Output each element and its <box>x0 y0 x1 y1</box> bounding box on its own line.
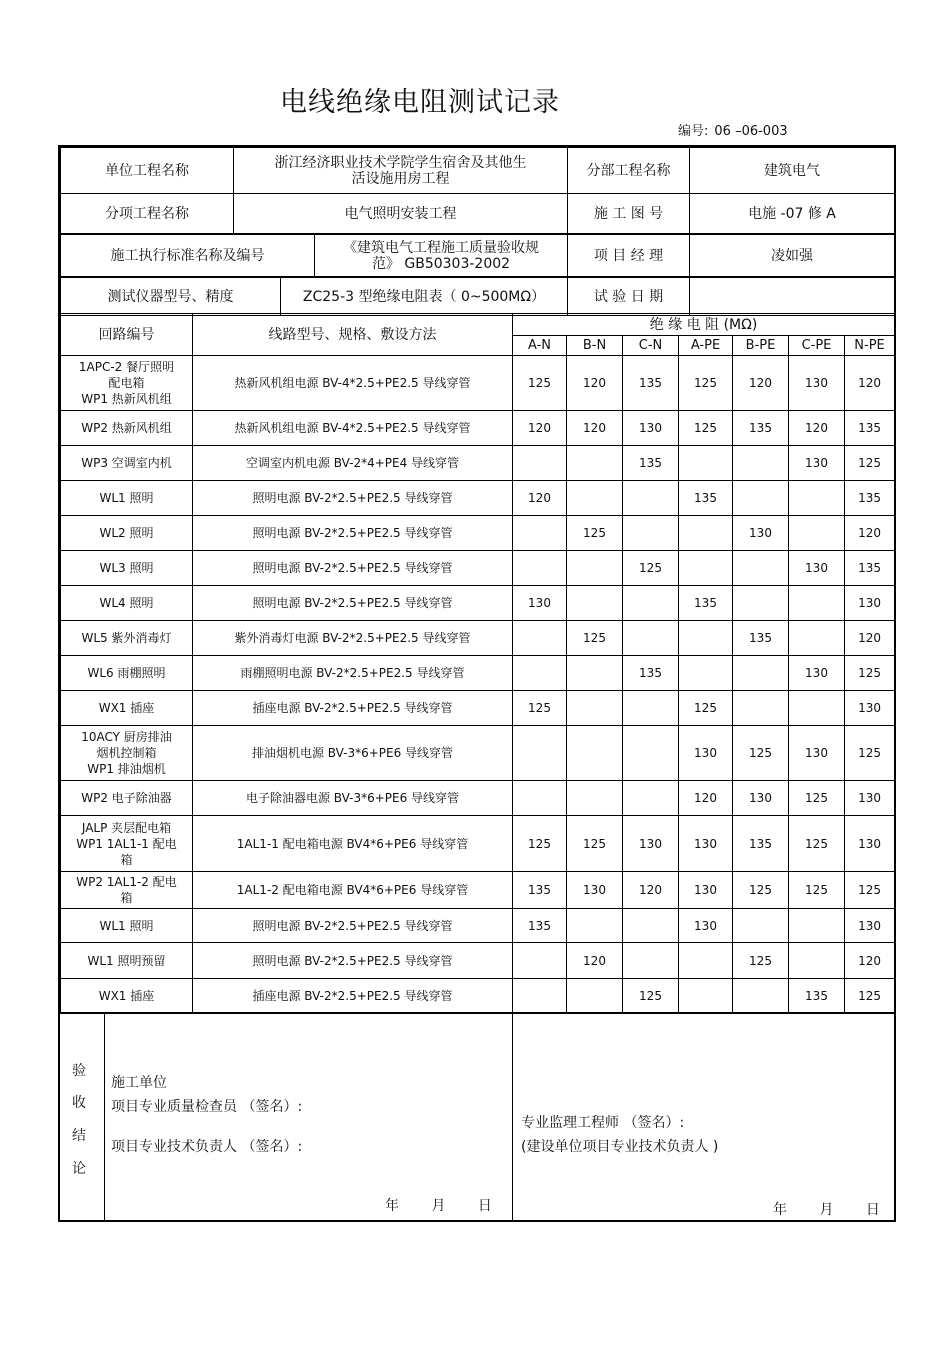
resistance-value-c-pe <box>789 586 845 621</box>
wire-spec-cell: 1AL1-2 配电箱电源 BV4*6+PE6 导线穿管 <box>193 872 513 909</box>
table-row <box>61 872 895 909</box>
circuit-number-line: WL1 照明 <box>99 491 154 505</box>
circuit-number-line: 箱 <box>120 891 133 905</box>
resistance-value-a-n: 135 <box>513 872 567 909</box>
resistance-value-a-n <box>513 781 567 816</box>
resistance-value-b-n: 120 <box>567 356 623 411</box>
resistance-value-c-n <box>623 691 679 726</box>
circuit-number-cell <box>61 356 193 411</box>
circuit-number-cell <box>61 781 193 816</box>
date-right: 年 月 日 <box>773 1202 880 1218</box>
resistance-value-a-pe: 120 <box>679 781 733 816</box>
document-number-label: 编号: <box>678 124 709 139</box>
circuit-number-cell <box>61 481 193 516</box>
resistance-value-a-pe <box>679 656 733 691</box>
acceptance-conclusion <box>60 1013 894 1221</box>
resistance-value-c-n <box>623 621 679 656</box>
resistance-value-c-n: 135 <box>623 656 679 691</box>
table-row <box>61 909 895 943</box>
standard-label: 施工执行标准名称及编号 <box>61 235 315 277</box>
resistance-value-b-n <box>567 551 623 586</box>
col-header-c-pe: C-PE <box>789 336 845 356</box>
resistance-value-c-n <box>623 726 679 781</box>
resistance-value-c-n: 135 <box>623 356 679 411</box>
resistance-value-c-n <box>623 781 679 816</box>
resistance-value-c-n: 135 <box>623 446 679 481</box>
wire-spec-cell: 热新风机组电源 BV-4*2.5+PE2.5 导线穿管 <box>193 411 513 446</box>
table-row <box>61 586 895 621</box>
table-row <box>61 726 895 781</box>
resistance-value-n-pe: 120 <box>845 621 895 656</box>
circuit-number-line: WL6 雨棚照明 <box>87 666 166 680</box>
circuit-number-header: 回路编号 <box>61 314 193 356</box>
resistance-value-a-pe <box>679 979 733 1013</box>
circuit-number-cell <box>61 691 193 726</box>
resistance-value-c-pe: 125 <box>789 872 845 909</box>
resistance-value-n-pe: 130 <box>845 781 895 816</box>
resistance-value-c-pe <box>789 943 845 979</box>
standard-value-line1: 《建筑电气工程施工质量验收规 <box>343 239 539 256</box>
circuit-number-cell <box>61 656 193 691</box>
resistance-value-a-n: 125 <box>513 356 567 411</box>
resistance-value-a-n <box>513 726 567 781</box>
table-row <box>61 943 895 979</box>
resistance-value-a-n <box>513 621 567 656</box>
table-row <box>61 621 895 656</box>
resistance-value-b-pe: 120 <box>733 356 789 411</box>
owner-rep-signature: (建设单位项目专业技术负责人 ) <box>521 1139 719 1155</box>
table-row <box>61 816 895 872</box>
resistance-value-c-pe: 130 <box>789 446 845 481</box>
circuit-number-line: WL3 照明 <box>99 561 154 575</box>
resistance-value-b-pe: 125 <box>733 872 789 909</box>
circuit-number-line: 10ACY 厨房排油 <box>81 730 172 744</box>
sub-project-value: 建筑电气 <box>690 148 895 194</box>
table-row <box>61 516 895 551</box>
resistance-value-a-pe <box>679 551 733 586</box>
wire-spec-cell: 电子除油器电源 BV-3*6+PE6 导线穿管 <box>193 781 513 816</box>
circuit-number-line: WP1 1AL1-1 配电 <box>76 836 177 851</box>
resistance-value-b-pe: 135 <box>733 621 789 656</box>
project-manager-label: 项 目 经 理 <box>568 235 690 277</box>
sub-project-label: 分部工程名称 <box>568 148 690 194</box>
insulation-resistance-header: 绝 缘 电 阻 (MΩ) <box>513 314 895 336</box>
circuit-number-line: WL1 照明预留 <box>87 953 166 968</box>
resistance-value-n-pe: 130 <box>845 909 895 943</box>
resistance-value-c-pe: 135 <box>789 979 845 1013</box>
resistance-value-n-pe: 130 <box>845 691 895 726</box>
resistance-value-b-n <box>567 446 623 481</box>
circuit-number-line: WP1 热新风机组 <box>81 392 172 406</box>
unit-project-value-line2: 活设施用房工程 <box>351 170 450 187</box>
circuit-number-cell <box>61 446 193 481</box>
resistance-value-a-n: 125 <box>513 691 567 726</box>
test-date-value <box>690 278 895 316</box>
resistance-value-b-n <box>567 979 623 1013</box>
circuit-number-line: WL5 紫外消毒灯 <box>81 631 172 645</box>
resistance-value-c-pe: 120 <box>789 411 845 446</box>
resistance-value-b-pe <box>733 481 789 516</box>
date-left: 年 月 日 <box>385 1198 492 1214</box>
resistance-value-n-pe: 120 <box>845 356 895 411</box>
resistance-value-b-n: 120 <box>567 411 623 446</box>
wire-spec-cell: 空调室内机电源 BV-2*4+PE4 导线穿管 <box>193 446 513 481</box>
standard-value <box>315 235 568 277</box>
quality-inspector-signature: 项目专业质量检查员 （签名）: <box>111 1099 303 1115</box>
wire-spec-cell: 热新风机组电源 BV-4*2.5+PE2.5 导线穿管 <box>193 356 513 411</box>
col-header-c-n: C-N <box>623 336 679 356</box>
resistance-value-a-n: 120 <box>513 411 567 446</box>
resistance-value-a-n: 130 <box>513 586 567 621</box>
circuit-number-line: WL1 照明 <box>99 918 154 933</box>
resistance-value-n-pe: 125 <box>845 656 895 691</box>
resistance-value-a-n <box>513 516 567 551</box>
wire-spec-cell: 雨棚照明电源 BV-2*2.5+PE2.5 导线穿管 <box>193 656 513 691</box>
circuit-number-line: WP3 空调室内机 <box>81 456 172 470</box>
resistance-value-a-pe: 130 <box>679 872 733 909</box>
col-header-a-n: A-N <box>513 336 567 356</box>
table-row <box>61 691 895 726</box>
resistance-value-c-n: 125 <box>623 551 679 586</box>
resistance-value-b-pe <box>733 586 789 621</box>
resistance-value-c-pe: 130 <box>789 726 845 781</box>
test-date-label: 试 验 日 期 <box>568 278 690 316</box>
resistance-value-a-n <box>513 656 567 691</box>
resistance-value-n-pe: 135 <box>845 411 895 446</box>
resistance-value-b-n <box>567 909 623 943</box>
circuit-number-line: WP2 电子除油器 <box>81 791 172 805</box>
col-header-b-n: B-N <box>567 336 623 356</box>
resistance-value-a-pe: 125 <box>679 356 733 411</box>
resistance-value-b-n: 120 <box>567 943 623 979</box>
resistance-value-c-n <box>623 516 679 551</box>
conclusion-char-2: 收 <box>72 1095 86 1111</box>
resistance-value-b-pe <box>733 909 789 943</box>
circuit-number-line: WX1 插座 <box>98 988 155 1003</box>
col-header-b-pe: B-PE <box>733 336 789 356</box>
resistance-table <box>60 313 895 1013</box>
drawing-number-value: 电施 -07 修 A <box>690 194 895 234</box>
resistance-value-a-n: 125 <box>513 816 567 872</box>
resistance-value-a-n <box>513 551 567 586</box>
circuit-number-line: WP1 排油烟机 <box>87 762 166 776</box>
resistance-value-a-pe: 130 <box>679 909 733 943</box>
wire-spec-header: 线路型号、规格、敷设方法 <box>193 314 513 356</box>
resistance-value-c-pe <box>789 516 845 551</box>
resistance-value-c-pe <box>789 621 845 656</box>
resistance-value-b-pe: 125 <box>733 943 789 979</box>
wire-spec-cell: 排油烟机电源 BV-3*6+PE6 导线穿管 <box>193 726 513 781</box>
resistance-value-a-n: 135 <box>513 909 567 943</box>
resistance-value-b-pe: 135 <box>733 411 789 446</box>
resistance-value-c-pe: 125 <box>789 781 845 816</box>
resistance-value-b-n: 125 <box>567 816 623 872</box>
wire-spec-cell: 插座电源 BV-2*2.5+PE2.5 导线穿管 <box>193 691 513 726</box>
table-row <box>61 446 895 481</box>
resistance-value-b-n: 125 <box>567 516 623 551</box>
wire-spec-cell: 插座电源 BV-2*2.5+PE2.5 导线穿管 <box>193 979 513 1013</box>
circuit-number-cell <box>61 816 193 872</box>
table-row <box>61 781 895 816</box>
resistance-value-n-pe: 125 <box>845 446 895 481</box>
contractor-signoff <box>105 1014 513 1221</box>
document-number-value: 06 –06-003 <box>714 124 788 139</box>
circuit-number-line: 1APC-2 餐厅照明 <box>78 360 175 374</box>
table-row <box>61 356 895 411</box>
resistance-value-n-pe: 130 <box>845 586 895 621</box>
resistance-value-c-n <box>623 586 679 621</box>
circuit-number-line: WP2 1AL1-2 配电 <box>76 875 177 889</box>
resistance-value-n-pe: 125 <box>845 872 895 909</box>
resistance-value-b-n <box>567 726 623 781</box>
wire-spec-cell: 照明电源 BV-2*2.5+PE2.5 导线穿管 <box>193 551 513 586</box>
resistance-value-b-n <box>567 481 623 516</box>
circuit-number-cell <box>61 516 193 551</box>
wire-spec-cell: 照明电源 BV-2*2.5+PE2.5 导线穿管 <box>193 909 513 943</box>
wire-spec-cell: 照明电源 BV-2*2.5+PE2.5 导线穿管 <box>193 481 513 516</box>
resistance-value-b-n <box>567 586 623 621</box>
resistance-value-c-n: 130 <box>623 411 679 446</box>
contractor-label: 施工单位 <box>111 1075 167 1091</box>
circuit-number-line: 配电箱 <box>108 376 145 390</box>
document-number <box>672 120 788 139</box>
resistance-value-c-pe: 125 <box>789 816 845 872</box>
unit-project-label: 单位工程名称 <box>61 148 234 194</box>
resistance-value-c-n <box>623 943 679 979</box>
project-manager-value: 凌如强 <box>690 235 895 277</box>
resistance-value-a-pe: 130 <box>679 726 733 781</box>
conclusion-char-4: 论 <box>72 1161 86 1177</box>
resistance-value-a-pe: 135 <box>679 481 733 516</box>
circuit-number-line: WP2 热新风机组 <box>81 421 172 435</box>
resistance-value-c-n: 130 <box>623 816 679 872</box>
resistance-value-b-n <box>567 656 623 691</box>
tech-lead-signature: 项目专业技术负责人 （签名）: <box>111 1139 303 1155</box>
conclusion-char-1: 验 <box>72 1063 86 1079</box>
table-row <box>61 481 895 516</box>
resistance-value-c-pe <box>789 909 845 943</box>
item-project-value: 电气照明安装工程 <box>234 194 568 234</box>
circuit-number-line: 箱 <box>120 852 133 867</box>
table-row <box>61 979 895 1013</box>
circuit-number-cell <box>61 726 193 781</box>
resistance-value-a-n: 120 <box>513 481 567 516</box>
resistance-value-b-pe <box>733 446 789 481</box>
resistance-value-b-n: 130 <box>567 872 623 909</box>
table-row <box>61 656 895 691</box>
resistance-value-a-pe <box>679 621 733 656</box>
circuit-number-cell <box>61 943 193 979</box>
resistance-value-b-pe <box>733 691 789 726</box>
circuit-number-cell <box>61 621 193 656</box>
resistance-value-a-pe: 125 <box>679 411 733 446</box>
resistance-table-section <box>60 313 894 1013</box>
resistance-value-n-pe: 130 <box>845 816 895 872</box>
resistance-value-n-pe: 125 <box>845 979 895 1013</box>
resistance-value-b-pe <box>733 656 789 691</box>
table-row <box>61 551 895 586</box>
record-form <box>58 145 896 1222</box>
wire-spec-cell: 照明电源 BV-2*2.5+PE2.5 导线穿管 <box>193 943 513 979</box>
page-title: 电线绝缘电阻测试记录 <box>280 87 560 118</box>
resistance-value-c-pe <box>789 481 845 516</box>
resistance-value-n-pe: 135 <box>845 481 895 516</box>
resistance-value-c-pe: 130 <box>789 656 845 691</box>
resistance-value-b-n: 125 <box>567 621 623 656</box>
unit-project-value-line1: 浙江经济职业技术学院学生宿舍及其他生 <box>274 154 527 171</box>
resistance-value-n-pe: 135 <box>845 551 895 586</box>
unit-project-value <box>234 148 568 194</box>
resistance-value-b-pe <box>733 979 789 1013</box>
header-section <box>60 147 894 316</box>
resistance-value-a-n <box>513 943 567 979</box>
resistance-value-b-pe: 125 <box>733 726 789 781</box>
instrument-value: ZC25-3 型绝缘电阻表（ 0~500MΩ） <box>281 278 568 316</box>
circuit-number-cell <box>61 411 193 446</box>
resistance-value-a-pe <box>679 516 733 551</box>
resistance-value-b-pe: 135 <box>733 816 789 872</box>
resistance-value-a-n <box>513 979 567 1013</box>
resistance-value-c-pe <box>789 691 845 726</box>
resistance-value-c-pe: 130 <box>789 356 845 411</box>
resistance-value-a-pe: 125 <box>679 691 733 726</box>
resistance-value-b-pe <box>733 551 789 586</box>
table-row <box>61 411 895 446</box>
standard-value-line2: 范》 GB50303-2002 <box>371 255 511 272</box>
resistance-value-b-pe: 130 <box>733 781 789 816</box>
wire-spec-cell: 紫外消毒灯电源 BV-2*2.5+PE2.5 导线穿管 <box>193 621 513 656</box>
resistance-value-a-pe: 135 <box>679 586 733 621</box>
col-header-a-pe: A-PE <box>679 336 733 356</box>
circuit-number-cell <box>61 872 193 909</box>
resistance-value-a-pe <box>679 943 733 979</box>
circuit-number-line: WL4 照明 <box>99 596 154 610</box>
resistance-value-c-n <box>623 909 679 943</box>
resistance-value-c-n: 120 <box>623 872 679 909</box>
resistance-value-b-pe: 130 <box>733 516 789 551</box>
circuit-number-line: WL2 照明 <box>99 526 154 540</box>
circuit-number-cell <box>61 586 193 621</box>
circuit-number-line: JALP 夹层配电箱 <box>81 820 172 835</box>
instrument-label: 测试仪器型号、精度 <box>61 278 281 316</box>
wire-spec-cell: 1AL1-1 配电箱电源 BV4*6+PE6 导线穿管 <box>193 816 513 872</box>
circuit-number-cell <box>61 909 193 943</box>
drawing-number-label: 施 工 图 号 <box>568 194 690 234</box>
resistance-value-n-pe: 125 <box>845 726 895 781</box>
supervisor-signature: 专业监理工程师 （签名）: <box>521 1115 685 1131</box>
wire-spec-cell: 照明电源 BV-2*2.5+PE2.5 导线穿管 <box>193 586 513 621</box>
resistance-value-n-pe: 120 <box>845 516 895 551</box>
resistance-value-a-pe: 130 <box>679 816 733 872</box>
circuit-number-line: 烟机控制箱 <box>96 746 157 760</box>
resistance-value-n-pe: 120 <box>845 943 895 979</box>
resistance-value-b-n <box>567 691 623 726</box>
circuit-number-cell <box>61 979 193 1013</box>
conclusion-label <box>60 1014 105 1221</box>
resistance-value-c-n <box>623 481 679 516</box>
resistance-value-c-pe: 130 <box>789 551 845 586</box>
conclusion-char-3: 结 <box>72 1128 86 1144</box>
resistance-value-c-n: 125 <box>623 979 679 1013</box>
resistance-value-b-n <box>567 781 623 816</box>
resistance-value-a-pe <box>679 446 733 481</box>
circuit-number-line: WX1 插座 <box>98 701 155 715</box>
item-project-label: 分项工程名称 <box>61 194 234 234</box>
wire-spec-cell: 照明电源 BV-2*2.5+PE2.5 导线穿管 <box>193 516 513 551</box>
circuit-number-cell <box>61 551 193 586</box>
col-header-n-pe: N-PE <box>845 336 895 356</box>
resistance-value-a-n <box>513 446 567 481</box>
supervisor-signoff <box>513 1014 894 1221</box>
